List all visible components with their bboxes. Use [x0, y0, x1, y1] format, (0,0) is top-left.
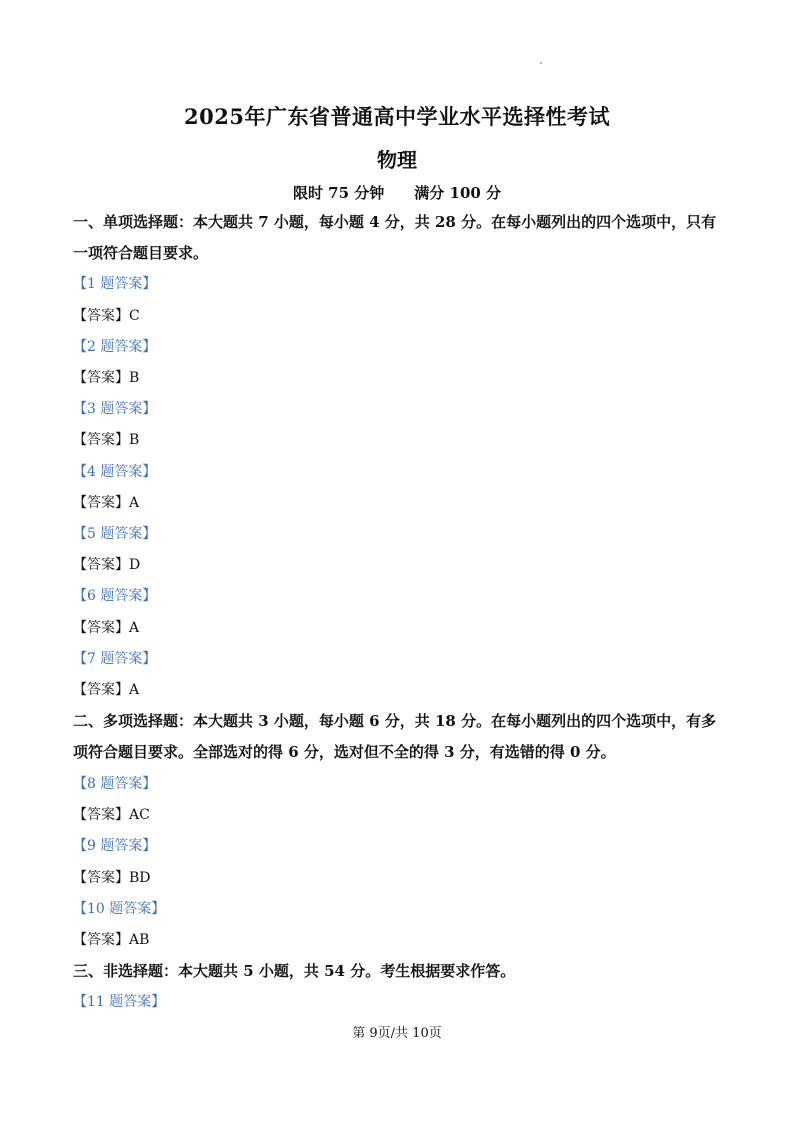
question-5-label: 【5 题答案】 — [73, 526, 157, 542]
answer-9: 【答案】BD — [73, 870, 151, 886]
question-1-label: 【1 题答案】 — [73, 276, 157, 292]
question-10-label: 【10 题答案】 — [73, 901, 166, 917]
question-7-label: 【7 题答案】 — [73, 651, 157, 667]
question-11-label: 【11 题答案】 — [73, 994, 166, 1010]
answer-1: 【答案】C — [73, 308, 140, 324]
page-footer: 第 9页/共 10页 — [352, 1026, 442, 1041]
exam-subject: 物理 — [377, 148, 417, 172]
answer-2: 【答案】B — [73, 370, 140, 386]
question-2-label: 【2 题答案】 — [73, 339, 157, 355]
answer-4: 【答案】A — [73, 495, 140, 511]
answer-10: 【答案】AB — [73, 932, 150, 948]
time-limit: 限时 75 分钟 — [292, 184, 385, 202]
section-1-heading: 一、单项选择题：本大题共 7 小题，每小题 4 分，共 28 分。在每小题列出的四个选项中，只有一项符合题目要求。 — [73, 213, 717, 262]
full-score: 满分 100 分 — [414, 184, 502, 202]
question-6-label: 【6 题答案】 — [73, 588, 157, 604]
section-3-heading: 三、非选择题：本大题共 5 小题，共 54 分。考生根据要求作答。 — [73, 962, 516, 980]
answer-7: 【答案】A — [73, 682, 140, 698]
question-8-label: 【8 题答案】 — [73, 776, 157, 792]
exam-title: 2025年广东省普通高中学业水平选择性考试 — [184, 104, 610, 129]
question-4-label: 【4 题答案】 — [73, 464, 157, 480]
scan-dot — [540, 62, 542, 64]
answer-5: 【答案】D — [73, 557, 141, 573]
answer-8: 【答案】AC — [73, 807, 150, 823]
exam-time-info — [0, 182, 794, 203]
answer-6: 【答案】A — [73, 620, 140, 636]
section-2-heading: 二、多项选择题：本大题共 3 小题，每小题 6 分，共 18 分。在每小题列出的四个选项中，有多项符合题目要求。全部选对的得 6 分，选对但不全的得 3 分，有选错的得 0 分。 — [73, 712, 717, 761]
answer-3: 【答案】B — [73, 432, 140, 448]
question-3-label: 【3 题答案】 — [73, 401, 157, 417]
question-9-label: 【9 题答案】 — [73, 838, 157, 854]
